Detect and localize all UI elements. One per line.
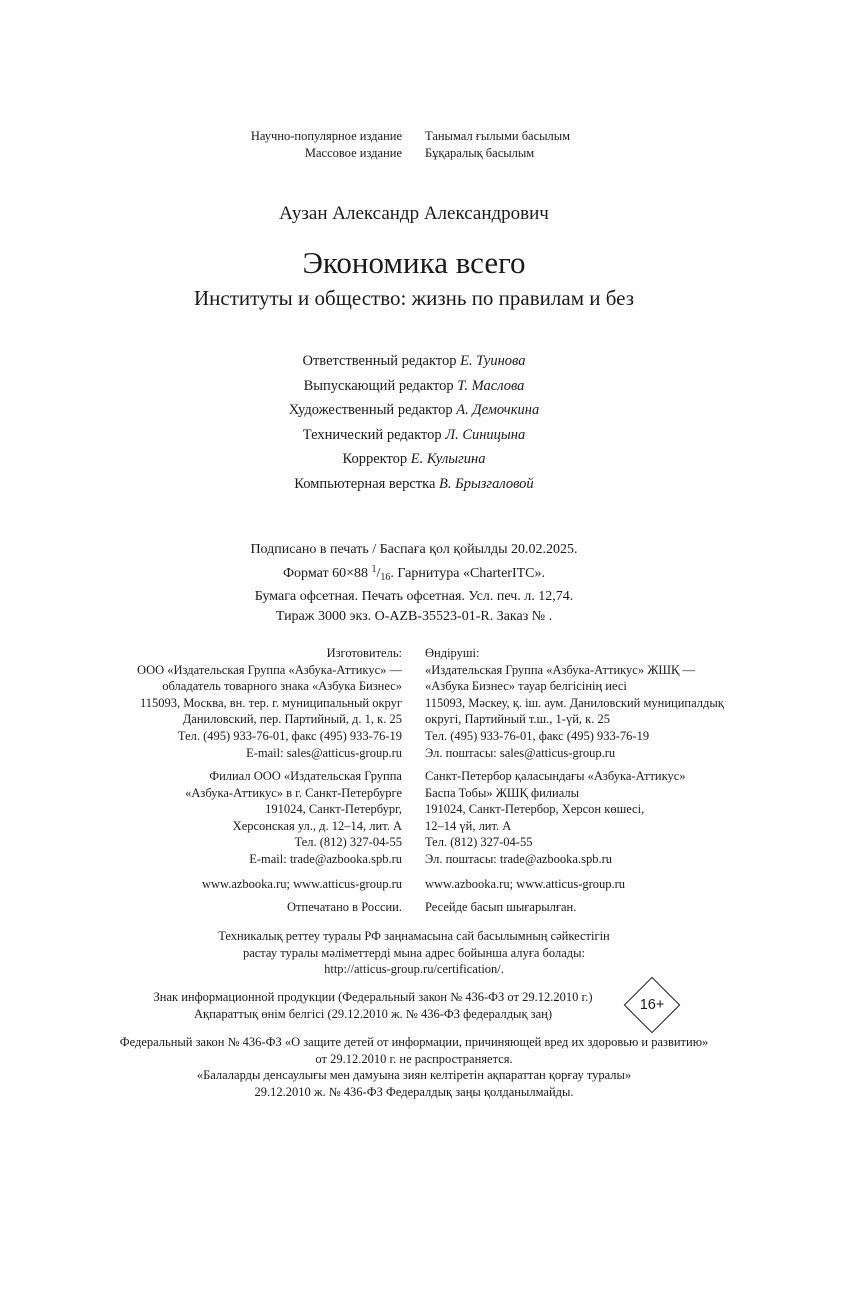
certification-line: растау туралы мәліметтерді мына адрес бойынша алуға болады: <box>242 945 586 960</box>
print-format-line <box>0 560 828 588</box>
branch-kz-line: 12–14 үй, лит. А <box>425 818 512 833</box>
age-sign-text <box>120 989 626 1022</box>
staff-role: Выпускающий редактор <box>303 377 454 394</box>
staff-role: Художественный редактор <box>288 402 453 419</box>
staff-name: Е. Туинова <box>460 353 526 369</box>
law-note <box>0 1034 828 1100</box>
staff-credits <box>0 349 828 497</box>
manufacturer-kz-line: 115093, Мәскеу, қ. іш. аум. Даниловский муниципалдық <box>425 695 724 710</box>
law-line: «Балаларды денсаулығы мен дамуына зиян келтіретін ақпараттан қорғау туралы» <box>196 1068 632 1083</box>
branch-ru-line: Тел. (812) 327-04-55 <box>294 835 402 850</box>
staff-name: Л. Синицына <box>445 426 526 443</box>
branch-kz-line: Тел. (812) 327-04-55 <box>425 835 533 850</box>
age-sign-line: Ақпараттық өнім белгісі (29.12.2010 ж. № 436-ФЗ федералдық заң) <box>194 1006 552 1021</box>
staff-role: Компьютерная верстка <box>294 475 436 492</box>
manufacturer-kz-line: Эл. поштасы: sales@atticus-group.ru <box>425 745 616 760</box>
branch-kz-line: 191024, Санкт-Петербор, Херсон көшесі, <box>425 802 645 817</box>
branch-ru-line: Филиал ООО «Издательская Группа <box>209 769 402 783</box>
format-numerator: 1 <box>371 563 377 575</box>
manufacturer-kz-line: «Издательская Группа «Азбука-Аттикус» ЖШҚ — <box>425 662 696 677</box>
branch-ru <box>185 768 402 868</box>
edition-ru-line: Научно-популярное издание <box>250 129 402 143</box>
age-rating-label: 16+ <box>639 997 665 1013</box>
manufacturer-kz-line: Тел. (495) 933-76-01, факс (495) 933-76-19 <box>425 728 650 743</box>
staff-role: Технический редактор <box>302 426 442 443</box>
manufacturer-ru-line: Даниловский, пер. Партийный, д. 1, к. 25 <box>182 712 402 727</box>
format-denominator: 16 <box>380 571 391 583</box>
law-line: Федеральный закон № 436-ФЗ «О защите детей от информации, причиняющей вред их здоровью и развитию» <box>119 1035 709 1049</box>
certification-note <box>0 928 828 978</box>
typeface-text: . Гарнитура «CharterITC». <box>390 565 545 581</box>
staff-line <box>0 447 828 472</box>
branch-kz-line: Баспа Тобы» ЖШҚ филиалы <box>425 785 579 800</box>
branch-ru-line: 191024, Санкт-Петербург, <box>265 802 402 817</box>
manufacturer-ru-line: Изготовитель: <box>326 646 402 660</box>
print-line: Тираж 3000 экз. O-AZB-35523-01-R. Заказ № . <box>275 608 553 624</box>
staff-name: Т. Маслова <box>457 377 525 394</box>
certification-line: Техникалық реттеу туралы РФ заңнамасына сай басылымның сәйкестігін <box>218 929 610 943</box>
websites-kz[interactable]: www.azbooka.ru; www.atticus-group.ru <box>425 877 626 891</box>
manufacturer-ru-line: обладатель товарного знака «Азбука Бизнес» <box>162 679 402 694</box>
age-sign-line: Знак информационной продукции (Федеральный закон № 436-ФЗ от 29.12.2010 г.) <box>153 990 593 1004</box>
law-line: от 29.12.2010 г. не распространяется. <box>315 1051 513 1066</box>
websites-ru[interactable]: www.azbooka.ru; www.atticus-group.ru <box>201 877 402 891</box>
staff-line <box>0 423 828 448</box>
edition-kz <box>425 128 570 161</box>
staff-name: А. Демочкина <box>456 402 540 419</box>
staff-line <box>0 349 828 374</box>
print-line: Бумага офсетная. Печать офсетная. Усл. печ. л. 12,74. <box>254 589 574 605</box>
manufacturer-kz-line: Өндіруші: <box>425 646 480 660</box>
edition-kz-line: Танымал ғылыми басылым <box>425 129 571 143</box>
edition-ru <box>251 128 402 161</box>
branch-ru-line: Херсонская ул., д. 12–14, лит. А <box>232 818 402 833</box>
staff-role: Корректор <box>342 451 408 468</box>
manufacturer-kz-line: «Азбука Бизнес» тауар белгісінің иесі <box>425 679 627 694</box>
author: Аузан Александр Александрович <box>279 203 549 224</box>
manufacturer-ru <box>137 645 402 761</box>
manufacturer-ru-line: Тел. (495) 933-76-01, факс (495) 933-76-19 <box>177 728 402 743</box>
printed-ru: Отпечатано в России. <box>287 900 402 914</box>
staff-line <box>0 472 828 497</box>
printed-kz: Ресейде басып шығарылған. <box>425 900 577 914</box>
staff-line <box>0 398 828 423</box>
manufacturer-ru-line: ООО «Издательская Группа «Азбука-Аттикус» — <box>137 662 402 677</box>
branch-ru-line: E-mail: trade@azbooka.spb.ru <box>249 851 402 866</box>
branch-kz <box>425 768 686 868</box>
book-subtitle: Институты и общество: жизнь по правилам и без <box>193 286 635 310</box>
format-slash: / <box>376 565 381 581</box>
manufacturer-kz-line: округі, Партийный т.ш., 1-үй, к. 25 <box>425 712 610 727</box>
manufacturer-ru-line: 115093, Москва, вн. тер. г. муниципальный округ <box>139 695 402 710</box>
edition-ru-line: Массовое издание <box>304 145 402 160</box>
manufacturer-kz <box>425 645 724 761</box>
branch-kz-line: Санкт-Петербор қаласындағы «Азбука-Аттикус» <box>425 769 686 783</box>
print-line: Подписано в печать / Баспаға қол қойылды 20.02.2025. <box>250 542 578 557</box>
branch-kz-line: Эл. поштасы: trade@azbooka.spb.ru <box>425 851 613 866</box>
book-title: Экономика всего <box>302 245 526 280</box>
branch-ru-line: «Азбука-Аттикус» в г. Санкт-Петербурге <box>185 785 402 800</box>
format-text: Формат 60×88 <box>283 565 368 581</box>
staff-role: Ответственный редактор <box>302 353 457 369</box>
print-details <box>0 540 828 626</box>
certification-link[interactable]: http://atticus-group.ru/certification/. <box>324 962 504 977</box>
staff-name: Е. Кулыгина <box>410 451 486 468</box>
edition-kz-line: Бұқаралық басылым <box>425 145 535 160</box>
manufacturer-ru-line: E-mail: sales@atticus-group.ru <box>246 745 402 760</box>
staff-name: В. Брызгаловой <box>439 475 534 492</box>
staff-line <box>0 374 828 399</box>
law-line: 29.12.2010 ж. № 436-ФЗ Федералдық заңы қолданылмайды. <box>254 1084 574 1099</box>
